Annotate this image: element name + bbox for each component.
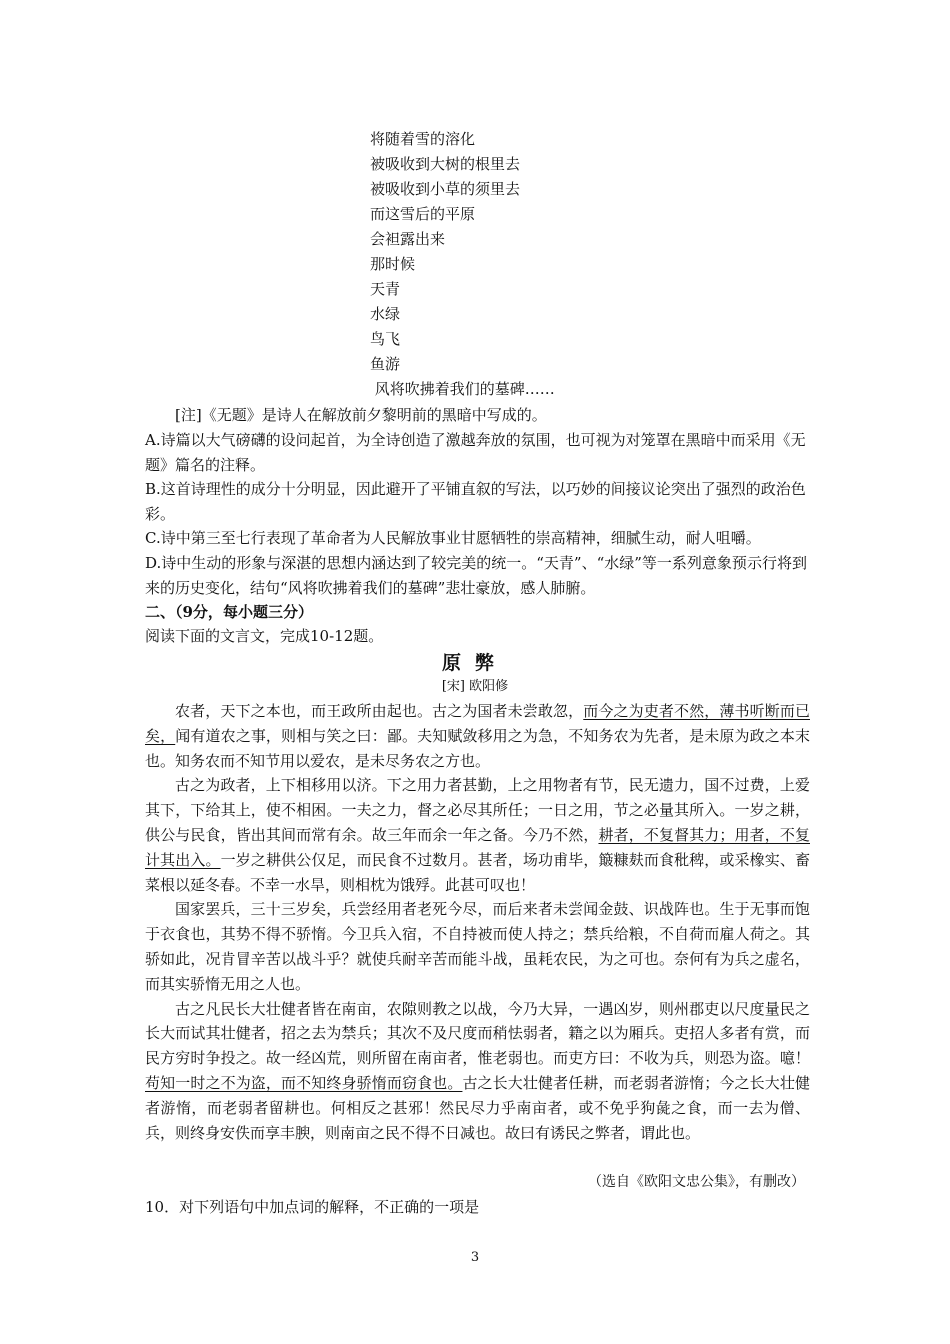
- poem-line: 被吸收到小草的须里去: [370, 180, 521, 198]
- underlined-sentence: 耕者，不复督其力；用者，不复计其出入。: [145, 825, 810, 869]
- option-a: A.诗篇以大气磅礴的设问起首，为全诗创造了激越奔放的氛围，也可视为对笼罩在黑暗中而采用《无题》篇名的注释。: [145, 431, 806, 474]
- page-number: 3: [470, 1250, 480, 1265]
- source-citation: （选自《欧阳文忠公集》，有删改）: [588, 1174, 805, 1190]
- poem-line: 被吸收到大树的根里去: [370, 155, 521, 173]
- section-heading: 二、（9分，每小题三分）: [145, 603, 313, 621]
- question-10: 10．对下列语句中加点词的解释，不正确的一项是: [145, 1198, 480, 1216]
- poem-line: 那时候: [370, 255, 416, 273]
- poem-line: 鸟飞: [370, 330, 401, 348]
- paragraph-2: 古之为政者，上下相移用以济。下之用力者甚勤，上之用物者有节，民无遗力，国不过费，上爱其下，下给其上，使不相困。一夫之力，督之必尽其所任；一日之用，节之必量其所入。一岁之耕，供公与民食，皆出其间而常有余。故三年而余一年之备。今乃不然，耕者，不复督其力；用者，不复计其出入。一岁之耕供公仅足，而民食不过数月。甚者，场功甫毕，簸糠麸而食秕稗，或采橡实、畜菜根以延冬春。不幸一水旱，则相枕为饿殍。此甚可叹也！: [145, 776, 810, 894]
- reading-instruction: 阅读下面的文言文，完成10-12题。: [145, 627, 384, 645]
- underlined-sentence: 苟知一时之不为盗，而不知终身骄惰而窃食也。: [145, 1073, 463, 1092]
- option-b: B.这首诗理性的成分十分明显，因此避开了平铺直叙的写法，以巧妙的间接议论突出了强烈的政治色彩。: [145, 480, 806, 523]
- poem-line: 天青: [370, 280, 401, 298]
- paragraph-1: 农者，天下之本也，而王政所由起也。古之为国者未尝敢忽，而今之为吏者不然，薄书听断而已矣，闻有道农之事，则相与笑之曰：鄙。夫知赋敛移用之为急，不知务农为先者，是未原为政之本末也。知务农而不知节用以爱农，是未尽务农之方也。: [145, 702, 810, 770]
- poem-line: 将随着雪的溶化: [370, 130, 476, 148]
- poem-excerpt: [370, 127, 555, 402]
- poem-line: 风将吹拂着我们的墓碑……: [370, 380, 555, 398]
- poem-line: 而这雪后的平原: [370, 205, 476, 223]
- option-c: C.诗中第三至七行表现了革命者为人民解放事业甘愿牺牲的崇高精神，细腻生动，耐人咀嚼。: [145, 529, 761, 548]
- paragraph-4: 古之凡民长大壮健者皆在南亩，农隙则教之以战，今乃大异，一遇凶岁，则州郡吏以尺度量民之长大而试其壮健者，招之去为禁兵；其次不及尺度而稍怯弱者，籍之以为厢兵。吏招人多者有赏，而民方穷时争投之。故一经凶荒，则所留在南亩者，惟老弱也。而吏方曰：不收为兵，则恐为盗。噫！苟知一时之不为盗，而不知终身骄惰而窃食也。古之长大壮健者任耕，而老弱者游惰；今之长大壮健者游惰，而老弱者留耕也。何相反之甚邪！然民尽力乎南亩者，或不免乎狗彘之食，而一去为僧、兵，则终身安佚而享丰腴，则南亩之民不得不日减也。故曰有诱民之弊者，谓此也。: [145, 999, 810, 1142]
- classical-passage: [145, 699, 810, 1145]
- underlined-sentence: 而今之为吏者不然，薄书听断而已矣，: [145, 702, 810, 745]
- poem-line: 会袒露出来: [370, 230, 446, 248]
- passage-title: 原弊: [441, 652, 508, 674]
- answer-options: [145, 428, 810, 600]
- poem-line: 水绿: [370, 305, 401, 323]
- poem-line: 鱼游: [370, 355, 401, 373]
- poem-note: [注]《无题》是诗人在解放前夕黎明前的黑暗中写成的。: [175, 406, 547, 424]
- passage-author: [宋] 欧阳修: [441, 679, 509, 694]
- paragraph-3: 国家罢兵，三十三岁矣，兵尝经用者老死今尽，而后来者未尝闻金鼓、识战阵也。生于无事而饱于衣食也，其势不得不骄惰。今卫兵入宿，不自持被而使人持之；禁兵给粮，不自荷而雇人荷之。其骄如此，况肯冒辛苦以战斗乎？就使兵耐辛苦而能斗战，虽耗农民，为之可也。奈何有为兵之虚名，而其实骄惰无用之人也。: [145, 900, 810, 993]
- option-d: D.诗中生动的形象与深湛的思想内涵达到了较完美的统一。“天青”、“水绿”等一系列意象预示行将到来的历史变化，结句“风将吹拂着我们的墓碑”悲壮豪放，感人肺腑。: [145, 553, 807, 597]
